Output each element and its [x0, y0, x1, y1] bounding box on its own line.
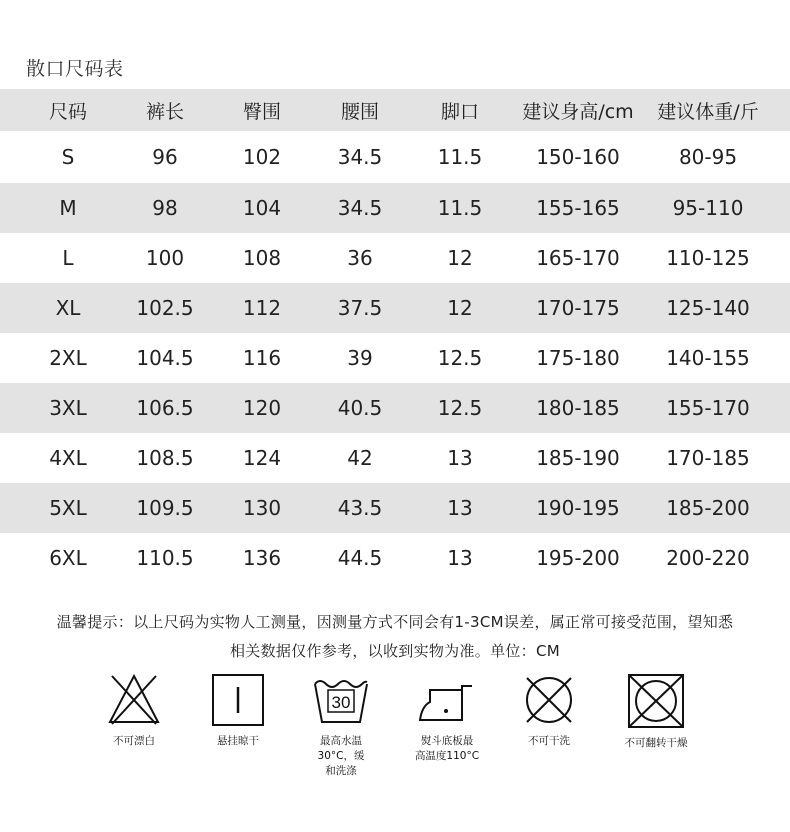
table-cell-length: 104.5 [136, 346, 194, 370]
table-cell-waist: 34.5 [337, 145, 383, 169]
table-row [0, 383, 790, 433]
care-item-no-dry-clean [494, 672, 604, 749]
table-cell-length: 106.5 [136, 396, 194, 420]
table-header-row [0, 89, 790, 131]
table-cell-height: 150-160 [536, 145, 620, 169]
table-cell-weight: 200-220 [666, 546, 750, 570]
table-cell-hip: 120 [242, 396, 282, 420]
care-label-line: 最高水温 [320, 735, 362, 747]
table-cell-waist: 36 [347, 246, 373, 270]
tip-text-line-2: 相关数据仅作参考，以收到实物为准。单位：CM [229, 642, 561, 660]
table-cell-weight: 140-155 [666, 346, 750, 370]
table-cell-leg-opening: 12.5 [437, 396, 483, 420]
table-cell-size: S [61, 145, 75, 169]
care-label-hang-dry [183, 734, 293, 749]
care-instructions [0, 672, 790, 792]
care-label-line: 和洗涤 [325, 765, 357, 777]
care-item-iron [392, 672, 502, 764]
table-cell-length: 102.5 [136, 296, 194, 320]
table-cell-weight: 155-170 [666, 396, 750, 420]
header-cell-height: 建议身高/cm [522, 100, 634, 123]
care-label-line: 不可翻转干燥 [624, 737, 688, 749]
table-cell-size: 5XL [49, 496, 87, 520]
no-dry-clean-icon [521, 672, 577, 728]
header-cell-weight: 建议体重/斤 [657, 100, 759, 123]
table-cell-hip: 136 [242, 546, 282, 570]
table-cell-hip: 108 [242, 246, 282, 270]
tip-text-line-1: 温馨提示：以上尺码为实物人工测量，因测量方式不同会有1-3CM误差，属正常可接受范围，望知悉 [56, 613, 734, 631]
table-cell-waist: 37.5 [337, 296, 383, 320]
care-label-line: 高温度110°C [414, 750, 480, 762]
care-item-wash-30 [286, 672, 396, 779]
table-cell-waist: 42 [347, 446, 373, 470]
table-cell-weight: 125-140 [666, 296, 750, 320]
table-cell-waist: 43.5 [337, 496, 383, 520]
table-cell-weight: 110-125 [666, 246, 750, 270]
table-row [0, 283, 790, 333]
table-cell-leg-opening: 11.5 [437, 145, 483, 169]
no-bleach-icon [106, 672, 162, 728]
table-cell-height: 190-195 [536, 496, 620, 520]
care-label-iron [392, 734, 502, 764]
table-cell-length: 110.5 [136, 546, 194, 570]
header-cell-leg-opening: 脚口 [440, 100, 480, 123]
care-label-line: 不可漂白 [113, 735, 155, 747]
table-cell-weight: 170-185 [666, 446, 750, 470]
care-label-no-dry-clean [494, 734, 604, 749]
table-cell-height: 165-170 [536, 246, 620, 270]
table-cell-hip: 124 [242, 446, 282, 470]
table-cell-hip: 112 [242, 296, 282, 320]
table-row [0, 433, 790, 483]
size-table [0, 89, 790, 583]
care-label-line: 30°C，缓 [317, 750, 365, 762]
care-label-line: 不可干洗 [528, 735, 570, 747]
table-cell-height: 180-185 [536, 396, 620, 420]
table-cell-height: 195-200 [536, 546, 620, 570]
header-cell-waist: 腰围 [340, 100, 380, 123]
table-cell-leg-opening: 13 [447, 446, 473, 470]
table-row [0, 233, 790, 283]
header-cell-hip: 臀围 [242, 100, 282, 123]
table-cell-hip: 130 [242, 496, 282, 520]
table-cell-leg-opening: 12 [447, 246, 473, 270]
wash-30-icon [312, 672, 370, 728]
table-cell-hip: 116 [242, 346, 282, 370]
table-row [0, 533, 790, 583]
table-cell-weight: 95-110 [672, 196, 744, 220]
table-cell-height: 185-190 [536, 446, 620, 470]
table-cell-height: 155-165 [536, 196, 620, 220]
table-cell-leg-opening: 13 [447, 496, 473, 520]
care-label-no-tumble-dry [601, 736, 711, 751]
table-cell-hip: 102 [242, 145, 282, 169]
table-cell-leg-opening: 12 [447, 296, 473, 320]
table-cell-waist: 40.5 [337, 396, 383, 420]
table-cell-height: 175-180 [536, 346, 620, 370]
table-cell-size: 6XL [49, 546, 87, 570]
table-cell-size: M [59, 196, 77, 220]
table-cell-leg-opening: 13 [447, 546, 473, 570]
care-item-hang-dry [183, 672, 293, 749]
page-title: 散口尺码表 [26, 58, 124, 80]
table-cell-weight: 80-95 [678, 145, 738, 169]
table-cell-leg-opening: 12.5 [437, 346, 483, 370]
wash-temp-text: 30 [331, 693, 351, 712]
table-cell-length: 96 [152, 145, 178, 169]
care-item-no-bleach [79, 672, 189, 749]
iron-icon [416, 672, 478, 728]
table-row [0, 183, 790, 233]
table-cell-size: XL [55, 296, 81, 320]
care-label-line: 悬挂晾干 [217, 735, 259, 747]
table-cell-length: 100 [145, 246, 185, 270]
table-cell-waist: 39 [347, 346, 373, 370]
hang-dry-icon [210, 672, 266, 728]
table-cell-waist: 44.5 [337, 546, 383, 570]
table-row [0, 131, 790, 183]
table-body [0, 131, 790, 583]
table-cell-length: 108.5 [136, 446, 194, 470]
table-cell-size: 4XL [49, 446, 87, 470]
care-label-no-bleach [79, 734, 189, 749]
table-cell-size: 2XL [49, 346, 87, 370]
table-cell-size: 3XL [49, 396, 87, 420]
table-row [0, 483, 790, 533]
table-cell-hip: 104 [242, 196, 282, 220]
table-cell-weight: 185-200 [666, 496, 750, 520]
care-item-no-tumble-dry [601, 672, 711, 751]
header-cell-size: 尺码 [48, 100, 88, 123]
care-label-wash-30 [286, 734, 396, 779]
header-cell-length: 裤长 [145, 100, 185, 123]
table-cell-waist: 34.5 [337, 196, 383, 220]
table-row [0, 333, 790, 383]
table-cell-size: L [62, 246, 74, 270]
table-cell-height: 170-175 [536, 296, 620, 320]
no-tumble-dry-icon [626, 672, 686, 730]
table-cell-length: 98 [152, 196, 178, 220]
table-cell-leg-opening: 11.5 [437, 196, 483, 220]
care-label-line: 熨斗底板最 [420, 735, 474, 747]
table-cell-length: 109.5 [136, 496, 194, 520]
